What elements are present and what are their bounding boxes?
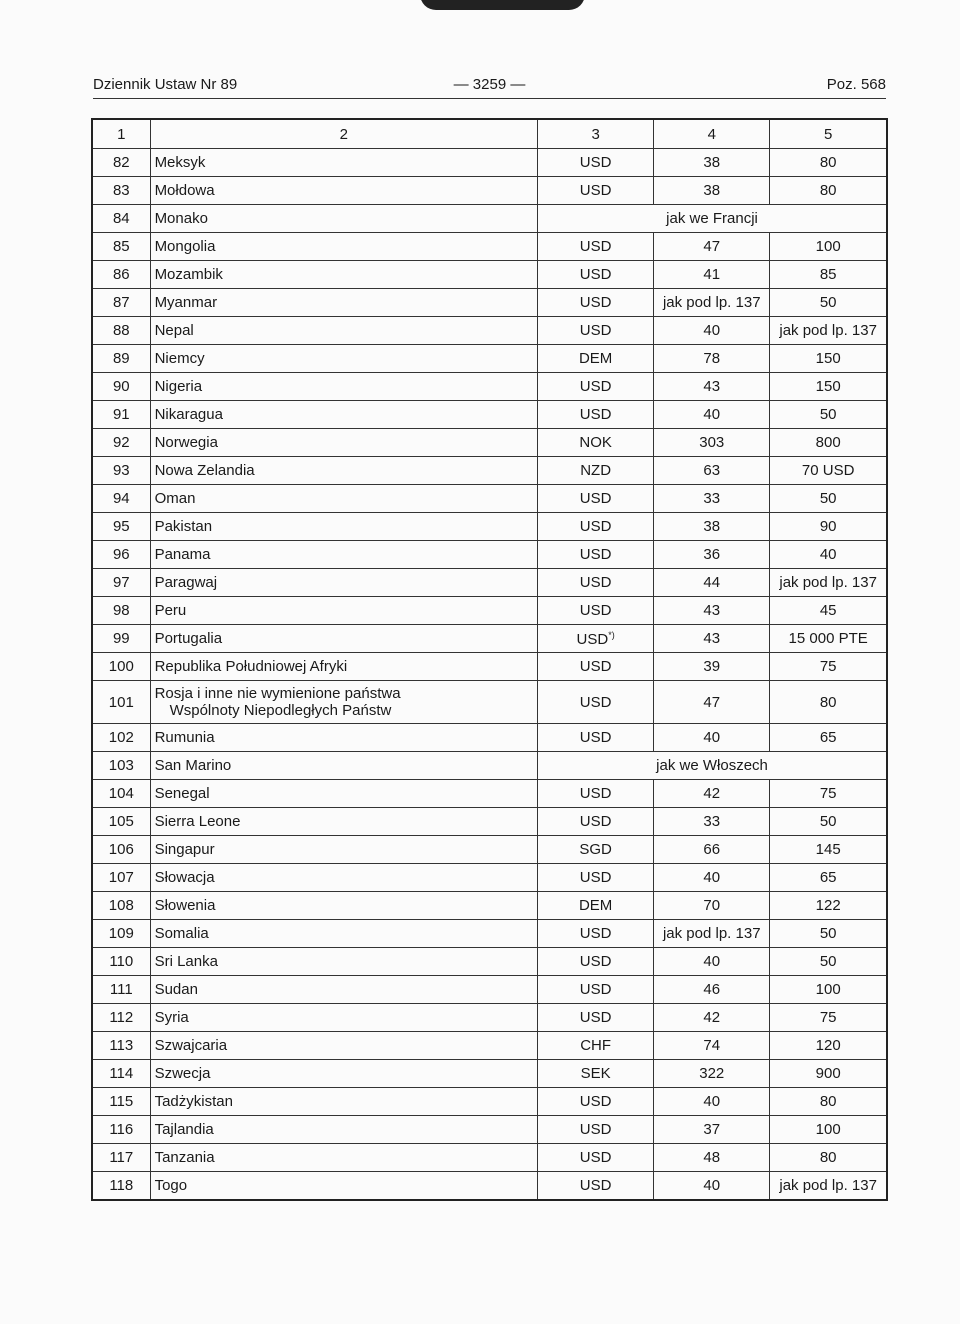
country-name: Sri Lanka [150, 948, 537, 976]
table-row [92, 401, 887, 429]
column-4-value: 38 [654, 177, 770, 205]
country-name: Mołdowa [150, 177, 537, 205]
country-name: San Marino [150, 752, 537, 780]
table-row [92, 625, 887, 653]
column-4-value: 303 [654, 429, 770, 457]
table-row [92, 1144, 887, 1172]
position-number: Poz. 568 [826, 76, 886, 93]
column-4-value: 40 [654, 1088, 770, 1116]
currency: SGD [538, 836, 654, 864]
row-number: 95 [92, 513, 150, 541]
column-4-value: 36 [654, 541, 770, 569]
currency: USD [538, 373, 654, 401]
table-row [92, 457, 887, 485]
column-5-value: 75 [770, 780, 887, 808]
currency: USD [538, 681, 654, 724]
table-row [92, 205, 887, 233]
table-row [92, 780, 887, 808]
currency-code: USD [576, 630, 609, 648]
table-row [92, 261, 887, 289]
column-header: 5 [770, 119, 887, 149]
country-name: Nikaragua [150, 401, 537, 429]
row-number: 85 [92, 233, 150, 261]
row-number: 84 [92, 205, 150, 233]
binding-mark [420, 0, 585, 10]
column-5-value: jak pod lp. 137 [770, 569, 887, 597]
row-number: 83 [92, 177, 150, 205]
column-5-value: 80 [770, 177, 887, 205]
column-5-value: 80 [770, 1088, 887, 1116]
table-row [92, 233, 887, 261]
country-name: Pakistan [150, 513, 537, 541]
column-5-value: 50 [770, 289, 887, 317]
table-row [92, 752, 887, 780]
table-row [92, 653, 887, 681]
row-number: 101 [92, 681, 150, 724]
row-number: 116 [92, 1116, 150, 1144]
currency: USD [538, 317, 654, 345]
currency: DEM [538, 892, 654, 920]
page-header [93, 76, 886, 100]
row-number: 108 [92, 892, 150, 920]
row-number: 92 [92, 429, 150, 457]
row-number: 94 [92, 485, 150, 513]
row-number: 110 [92, 948, 150, 976]
country-name: Szwecja [150, 1060, 537, 1088]
column-number-row [92, 119, 887, 149]
column-5-value: 50 [770, 920, 887, 948]
country-name: Niemcy [150, 345, 537, 373]
column-4-value: 66 [654, 836, 770, 864]
row-number: 89 [92, 345, 150, 373]
country-name: Tadżykistan [150, 1088, 537, 1116]
table-row [92, 976, 887, 1004]
column-5-value: 80 [770, 149, 887, 177]
column-5-value: jak pod lp. 137 [770, 1172, 887, 1201]
table-row [92, 177, 887, 205]
column-5-value: 800 [770, 429, 887, 457]
header-rule [93, 98, 886, 99]
column-5-value: 70 USD [770, 457, 887, 485]
row-number: 113 [92, 1032, 150, 1060]
column-5-value: 100 [770, 233, 887, 261]
country-name: Słowacja [150, 864, 537, 892]
currency: USD [538, 976, 654, 1004]
row-number: 105 [92, 808, 150, 836]
country-name-line: Rosja i inne nie wymienione państwa [154, 685, 401, 702]
row-number: 111 [92, 976, 150, 1004]
column-4-value: 40 [654, 948, 770, 976]
column-4-value: 40 [654, 1172, 770, 1201]
column-4-value: 46 [654, 976, 770, 1004]
currency: USD [538, 541, 654, 569]
column-4-value: 40 [654, 401, 770, 429]
country-name: Monako [150, 205, 537, 233]
table-row [92, 1004, 887, 1032]
country-name [150, 681, 537, 724]
currency: USD [538, 948, 654, 976]
column-header: 3 [538, 119, 654, 149]
country-name: Portugalia [150, 625, 537, 653]
table-row [92, 373, 887, 401]
column-5-value: 50 [770, 948, 887, 976]
table-row [92, 317, 887, 345]
currency: USD [538, 401, 654, 429]
row-number: 104 [92, 780, 150, 808]
row-number: 112 [92, 1004, 150, 1032]
currency: NZD [538, 457, 654, 485]
column-5-value: 80 [770, 1144, 887, 1172]
journal-title: Dziennik Ustaw Nr 89 [93, 76, 238, 93]
currency: USD [538, 597, 654, 625]
country-name: Norwegia [150, 429, 537, 457]
rates-table [91, 118, 888, 1201]
column-4-value: 41 [654, 261, 770, 289]
column-4-value: 47 [654, 233, 770, 261]
currency: USD [538, 569, 654, 597]
currency: USD [538, 1088, 654, 1116]
country-name: Paragwaj [150, 569, 537, 597]
column-5-value: 900 [770, 1060, 887, 1088]
table-row [92, 569, 887, 597]
row-number: 86 [92, 261, 150, 289]
column-4-value: 70 [654, 892, 770, 920]
country-name: Singapur [150, 836, 537, 864]
currency: USD [538, 864, 654, 892]
table-row [92, 1116, 887, 1144]
column-5-value: 150 [770, 373, 887, 401]
country-name-line: Wspólnoty Niepodległych Państw [169, 702, 392, 719]
column-4-value: 43 [654, 373, 770, 401]
country-name: Rumunia [150, 724, 537, 752]
table-row [92, 724, 887, 752]
country-name: Nepal [150, 317, 537, 345]
table-row [92, 892, 887, 920]
column-header: 1 [92, 119, 150, 149]
column-5-value: 75 [770, 1004, 887, 1032]
column-header: 2 [150, 119, 537, 149]
page-number: — 3259 — [453, 76, 526, 93]
column-4-value: 40 [654, 864, 770, 892]
column-4-value: 63 [654, 457, 770, 485]
table-row [92, 681, 887, 724]
merged-note: jak we Włoszech [538, 752, 887, 780]
column-4-value: 38 [654, 149, 770, 177]
column-4-value: 40 [654, 724, 770, 752]
column-4-value: 47 [654, 681, 770, 724]
column-4-value: 43 [654, 597, 770, 625]
country-name: Meksyk [150, 149, 537, 177]
column-4-value: jak pod lp. 137 [654, 920, 770, 948]
table-row [92, 1088, 887, 1116]
column-4-value: 48 [654, 1144, 770, 1172]
row-number: 90 [92, 373, 150, 401]
column-header: 4 [654, 119, 770, 149]
row-number: 82 [92, 149, 150, 177]
table-row [92, 289, 887, 317]
currency: USD [538, 233, 654, 261]
table-row [92, 836, 887, 864]
column-4-value: 74 [654, 1032, 770, 1060]
row-number: 118 [92, 1172, 150, 1201]
column-5-value: 15 000 PTE [770, 625, 887, 653]
table-row [92, 541, 887, 569]
currency: USD [538, 920, 654, 948]
row-number: 87 [92, 289, 150, 317]
country-name: Nowa Zelandia [150, 457, 537, 485]
column-4-value: 33 [654, 485, 770, 513]
column-4-value: 43 [654, 625, 770, 653]
table-row [92, 345, 887, 373]
row-number: 115 [92, 1088, 150, 1116]
country-name: Senegal [150, 780, 537, 808]
column-4-value: 42 [654, 780, 770, 808]
column-5-value: 75 [770, 653, 887, 681]
column-5-value: 100 [770, 976, 887, 1004]
country-name: Słowenia [150, 892, 537, 920]
country-name: Syria [150, 1004, 537, 1032]
column-5-value: 40 [770, 541, 887, 569]
currency [538, 625, 654, 653]
column-5-value: 65 [770, 864, 887, 892]
column-5-value: 145 [770, 836, 887, 864]
table-row [92, 485, 887, 513]
column-5-value: 50 [770, 401, 887, 429]
currency: USD [538, 261, 654, 289]
country-name: Sierra Leone [150, 808, 537, 836]
currency: USD [538, 1172, 654, 1201]
currency: USD [538, 780, 654, 808]
country-name: Szwajcaria [150, 1032, 537, 1060]
row-number: 117 [92, 1144, 150, 1172]
country-name: Mongolia [150, 233, 537, 261]
row-number: 96 [92, 541, 150, 569]
column-5-value: 150 [770, 345, 887, 373]
currency: USD [538, 653, 654, 681]
country-name: Tajlandia [150, 1116, 537, 1144]
column-4-value: 39 [654, 653, 770, 681]
column-5-value: 100 [770, 1116, 887, 1144]
row-number: 107 [92, 864, 150, 892]
column-5-value: 85 [770, 261, 887, 289]
currency: CHF [538, 1032, 654, 1060]
currency: USD [538, 724, 654, 752]
table-row [92, 429, 887, 457]
column-4-value: 322 [654, 1060, 770, 1088]
row-number: 109 [92, 920, 150, 948]
table-row [92, 920, 887, 948]
country-name: Tanzania [150, 1144, 537, 1172]
country-name: Mozambik [150, 261, 537, 289]
currency: USD [538, 177, 654, 205]
column-5-value: 50 [770, 808, 887, 836]
country-name: Sudan [150, 976, 537, 1004]
footnote-marker: *) [608, 629, 615, 640]
row-number: 93 [92, 457, 150, 485]
table-row [92, 1032, 887, 1060]
column-4-value: 38 [654, 513, 770, 541]
table-row [92, 808, 887, 836]
column-5-value: 122 [770, 892, 887, 920]
table-row [92, 864, 887, 892]
table-row [92, 597, 887, 625]
row-number: 88 [92, 317, 150, 345]
row-number: 97 [92, 569, 150, 597]
country-name: Oman [150, 485, 537, 513]
column-5-value: 45 [770, 597, 887, 625]
column-4-value: 37 [654, 1116, 770, 1144]
table-row [92, 948, 887, 976]
column-5-value: 120 [770, 1032, 887, 1060]
currency: USD [538, 289, 654, 317]
country-name: Togo [150, 1172, 537, 1201]
currency: USD [538, 808, 654, 836]
column-4-value: 44 [654, 569, 770, 597]
table-row [92, 1172, 887, 1201]
currency: NOK [538, 429, 654, 457]
country-name: Peru [150, 597, 537, 625]
row-number: 103 [92, 752, 150, 780]
country-name: Republika Południowej Afryki [150, 653, 537, 681]
row-number: 106 [92, 836, 150, 864]
country-name: Nigeria [150, 373, 537, 401]
country-name: Panama [150, 541, 537, 569]
currency: SEK [538, 1060, 654, 1088]
table-row [92, 1060, 887, 1088]
column-4-value: 40 [654, 317, 770, 345]
currency: USD [538, 485, 654, 513]
column-4-value: 78 [654, 345, 770, 373]
row-number: 114 [92, 1060, 150, 1088]
column-5-value: 65 [770, 724, 887, 752]
row-number: 102 [92, 724, 150, 752]
column-4-value: jak pod lp. 137 [654, 289, 770, 317]
merged-note: jak we Francji [538, 205, 887, 233]
currency: USD [538, 513, 654, 541]
column-4-value: 42 [654, 1004, 770, 1032]
column-5-value: jak pod lp. 137 [770, 317, 887, 345]
currency: USD [538, 1004, 654, 1032]
column-5-value: 50 [770, 485, 887, 513]
table-row [92, 149, 887, 177]
country-name: Myanmar [150, 289, 537, 317]
table-row [92, 513, 887, 541]
row-number: 91 [92, 401, 150, 429]
column-5-value: 90 [770, 513, 887, 541]
country-name: Somalia [150, 920, 537, 948]
row-number: 98 [92, 597, 150, 625]
column-5-value: 80 [770, 681, 887, 724]
currency: USD [538, 149, 654, 177]
currency: USD [538, 1144, 654, 1172]
column-4-value: 33 [654, 808, 770, 836]
currency: USD [538, 1116, 654, 1144]
row-number: 100 [92, 653, 150, 681]
currency: DEM [538, 345, 654, 373]
row-number: 99 [92, 625, 150, 653]
